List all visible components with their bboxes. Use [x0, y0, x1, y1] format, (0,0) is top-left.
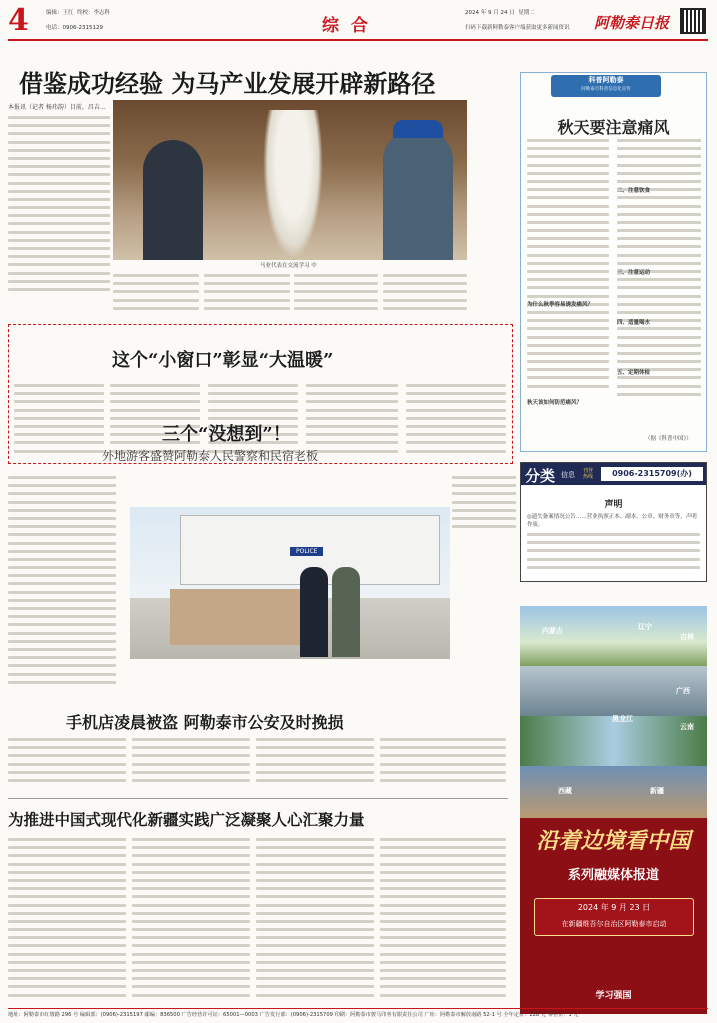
classified-notice-text: ◎遗失备案情况公告……营业执照正本、副本、公章、财务章等，声明作废。 — [527, 514, 697, 529]
lead-photo — [113, 100, 467, 260]
article5-headline: 为推进中国式现代化新疆实践广泛凝聚人心汇聚力量 — [8, 810, 365, 829]
article5-col1 — [8, 838, 126, 1006]
officer-figure — [300, 567, 328, 657]
article2-headline: 这个“小窗口”彰显“大温暖” — [112, 350, 334, 371]
masthead-rule — [8, 39, 708, 41]
column-sub4: 三、注意运动 — [617, 270, 651, 276]
article5-rule — [8, 798, 508, 799]
article3-text-right — [452, 476, 516, 536]
promo-subtitle: 系列融媒体报道 — [567, 868, 659, 883]
article3-subhead: 外地游客盛赞阿勒泰人民警察和民宿老板 — [102, 449, 319, 463]
column-sub6: 五、定期体检 — [617, 370, 651, 376]
column-box — [520, 72, 707, 452]
lead-body-col1 — [8, 116, 110, 298]
classified-notice-title: 声明 — [604, 500, 623, 510]
lead-body-col5 — [383, 274, 467, 314]
lead-body-col4 — [294, 274, 378, 314]
column-sub3: 二、注意饮食 — [617, 188, 651, 194]
promo-brand: 学习强国 — [595, 991, 632, 1001]
article2-col4 — [306, 384, 398, 458]
article4-col3 — [256, 738, 374, 786]
lead-body-col3 — [204, 274, 290, 314]
article2-col1 — [14, 384, 104, 458]
issue-date — [465, 9, 535, 17]
lead-headline: 借鉴成功经验 为马产业发展开辟新路径 — [19, 69, 436, 98]
download-hint: 扫码下载新阿勒泰客户端获取更多新闻资讯 — [465, 25, 570, 31]
editor-info — [46, 9, 110, 17]
person-left-shape — [143, 140, 203, 260]
footer-text: 地址：阿勒泰市红墩路 296 号 编辑部：(0906)-2315197 邮编：836500 广告经营许可证：65001—0003 广告发行部：(0906)-2315709 印刷：阿勒泰市骏马印务有限责任公司 广址：阿勒泰市解放南路 52-1 号 全年定价：228 元 零售价：1 元 — [8, 1012, 579, 1018]
column-banner-title: 科普阿勒泰 — [588, 76, 624, 84]
classified-header — [521, 463, 706, 485]
person-right-cap-shape — [393, 120, 443, 138]
editor: 编辑：王红 — [46, 10, 74, 16]
guest-figure — [332, 567, 360, 657]
horse-shape — [263, 110, 323, 260]
promo-region-4: 黑龙江 — [612, 715, 633, 723]
column-col1 — [527, 139, 609, 399]
classified-title-big: 分类 — [525, 467, 556, 485]
proofreader: 终校：李志科 — [77, 10, 111, 16]
article3-text — [8, 476, 116, 694]
classified-hotline-label: 刊登热线 — [583, 468, 594, 480]
lead-caption: 马业代表在交流学习 中 — [260, 263, 317, 269]
lead-body-col2 — [113, 274, 199, 314]
person-right-shape — [383, 130, 453, 260]
footer-rule — [8, 1008, 708, 1009]
article5-col4 — [380, 838, 506, 1006]
promo-region-8: 新疆 — [650, 787, 664, 795]
column-banner-sub: 阿勒泰市科普信息化宣传 — [581, 87, 631, 92]
lead-body-line: 本报讯（记者 杨玮韵）目前，昌吉… — [8, 104, 106, 111]
promo-launch-date: 2024 年 9 月 23 日 — [577, 903, 651, 912]
paper-name: 阿勒泰日报 — [594, 14, 670, 32]
column-sub2: 秋天该如何防范痛风？ — [527, 400, 583, 406]
promo-main-title: 沿着边境看中国 — [536, 828, 691, 854]
promo-region-7: 西藏 — [558, 787, 572, 795]
classified-title-small: 信息 — [561, 471, 575, 479]
article2-col5 — [406, 384, 506, 458]
lead-body-visible — [8, 104, 110, 112]
column-banner — [551, 75, 661, 97]
promo-region-6: 云南 — [680, 723, 694, 731]
promo-palace-photo — [520, 766, 707, 818]
classified-box — [520, 462, 707, 582]
article4-headline: 手机店凌晨被盗 阿勒泰市公安及时挽损 — [66, 713, 344, 732]
article4-col1 — [8, 738, 126, 786]
weekday: 星期二 — [518, 10, 535, 16]
masthead-phone: 电话：0906-2315129 — [46, 25, 103, 31]
column-source: （据《科普中国》） — [645, 436, 692, 442]
qr-code-icon[interactable] — [680, 8, 706, 34]
article3-photo — [130, 507, 450, 659]
column-sub5: 四、适量喝水 — [617, 320, 651, 326]
date: 2024 年 9 月 24 日 — [465, 10, 515, 16]
column-title: 秋天要注意痛风 — [557, 118, 670, 137]
article3-headline: 三个“没想到”！ — [162, 424, 291, 445]
article4-col4 — [380, 738, 506, 786]
promo-region-3: 吉林 — [680, 633, 694, 641]
classified-notice-lines — [527, 533, 700, 577]
police-sign: POLICE — [290, 547, 323, 556]
article5-col2 — [132, 838, 250, 1006]
promo-region-5: 广西 — [676, 687, 690, 695]
page-number: 4 — [8, 3, 29, 38]
classified-phone: 0906-2315709(办) — [601, 467, 703, 481]
stone-monument — [170, 589, 320, 645]
promo-region-2: 辽宁 — [638, 623, 652, 631]
article4-col2 — [132, 738, 250, 786]
promo-mountain-photo — [520, 606, 707, 666]
column-sub1: 为什么秋季容易诱发痛风？ — [527, 302, 594, 308]
promo-box — [520, 606, 707, 1014]
section-title: 综 合 — [322, 16, 371, 36]
promo-launch-box — [534, 898, 694, 936]
promo-region-1: 内蒙古 — [542, 627, 563, 635]
promo-launch-place: 在新疆维吾尔自治区阿勒泰市启动 — [561, 920, 667, 928]
article5-col3 — [256, 838, 374, 1006]
